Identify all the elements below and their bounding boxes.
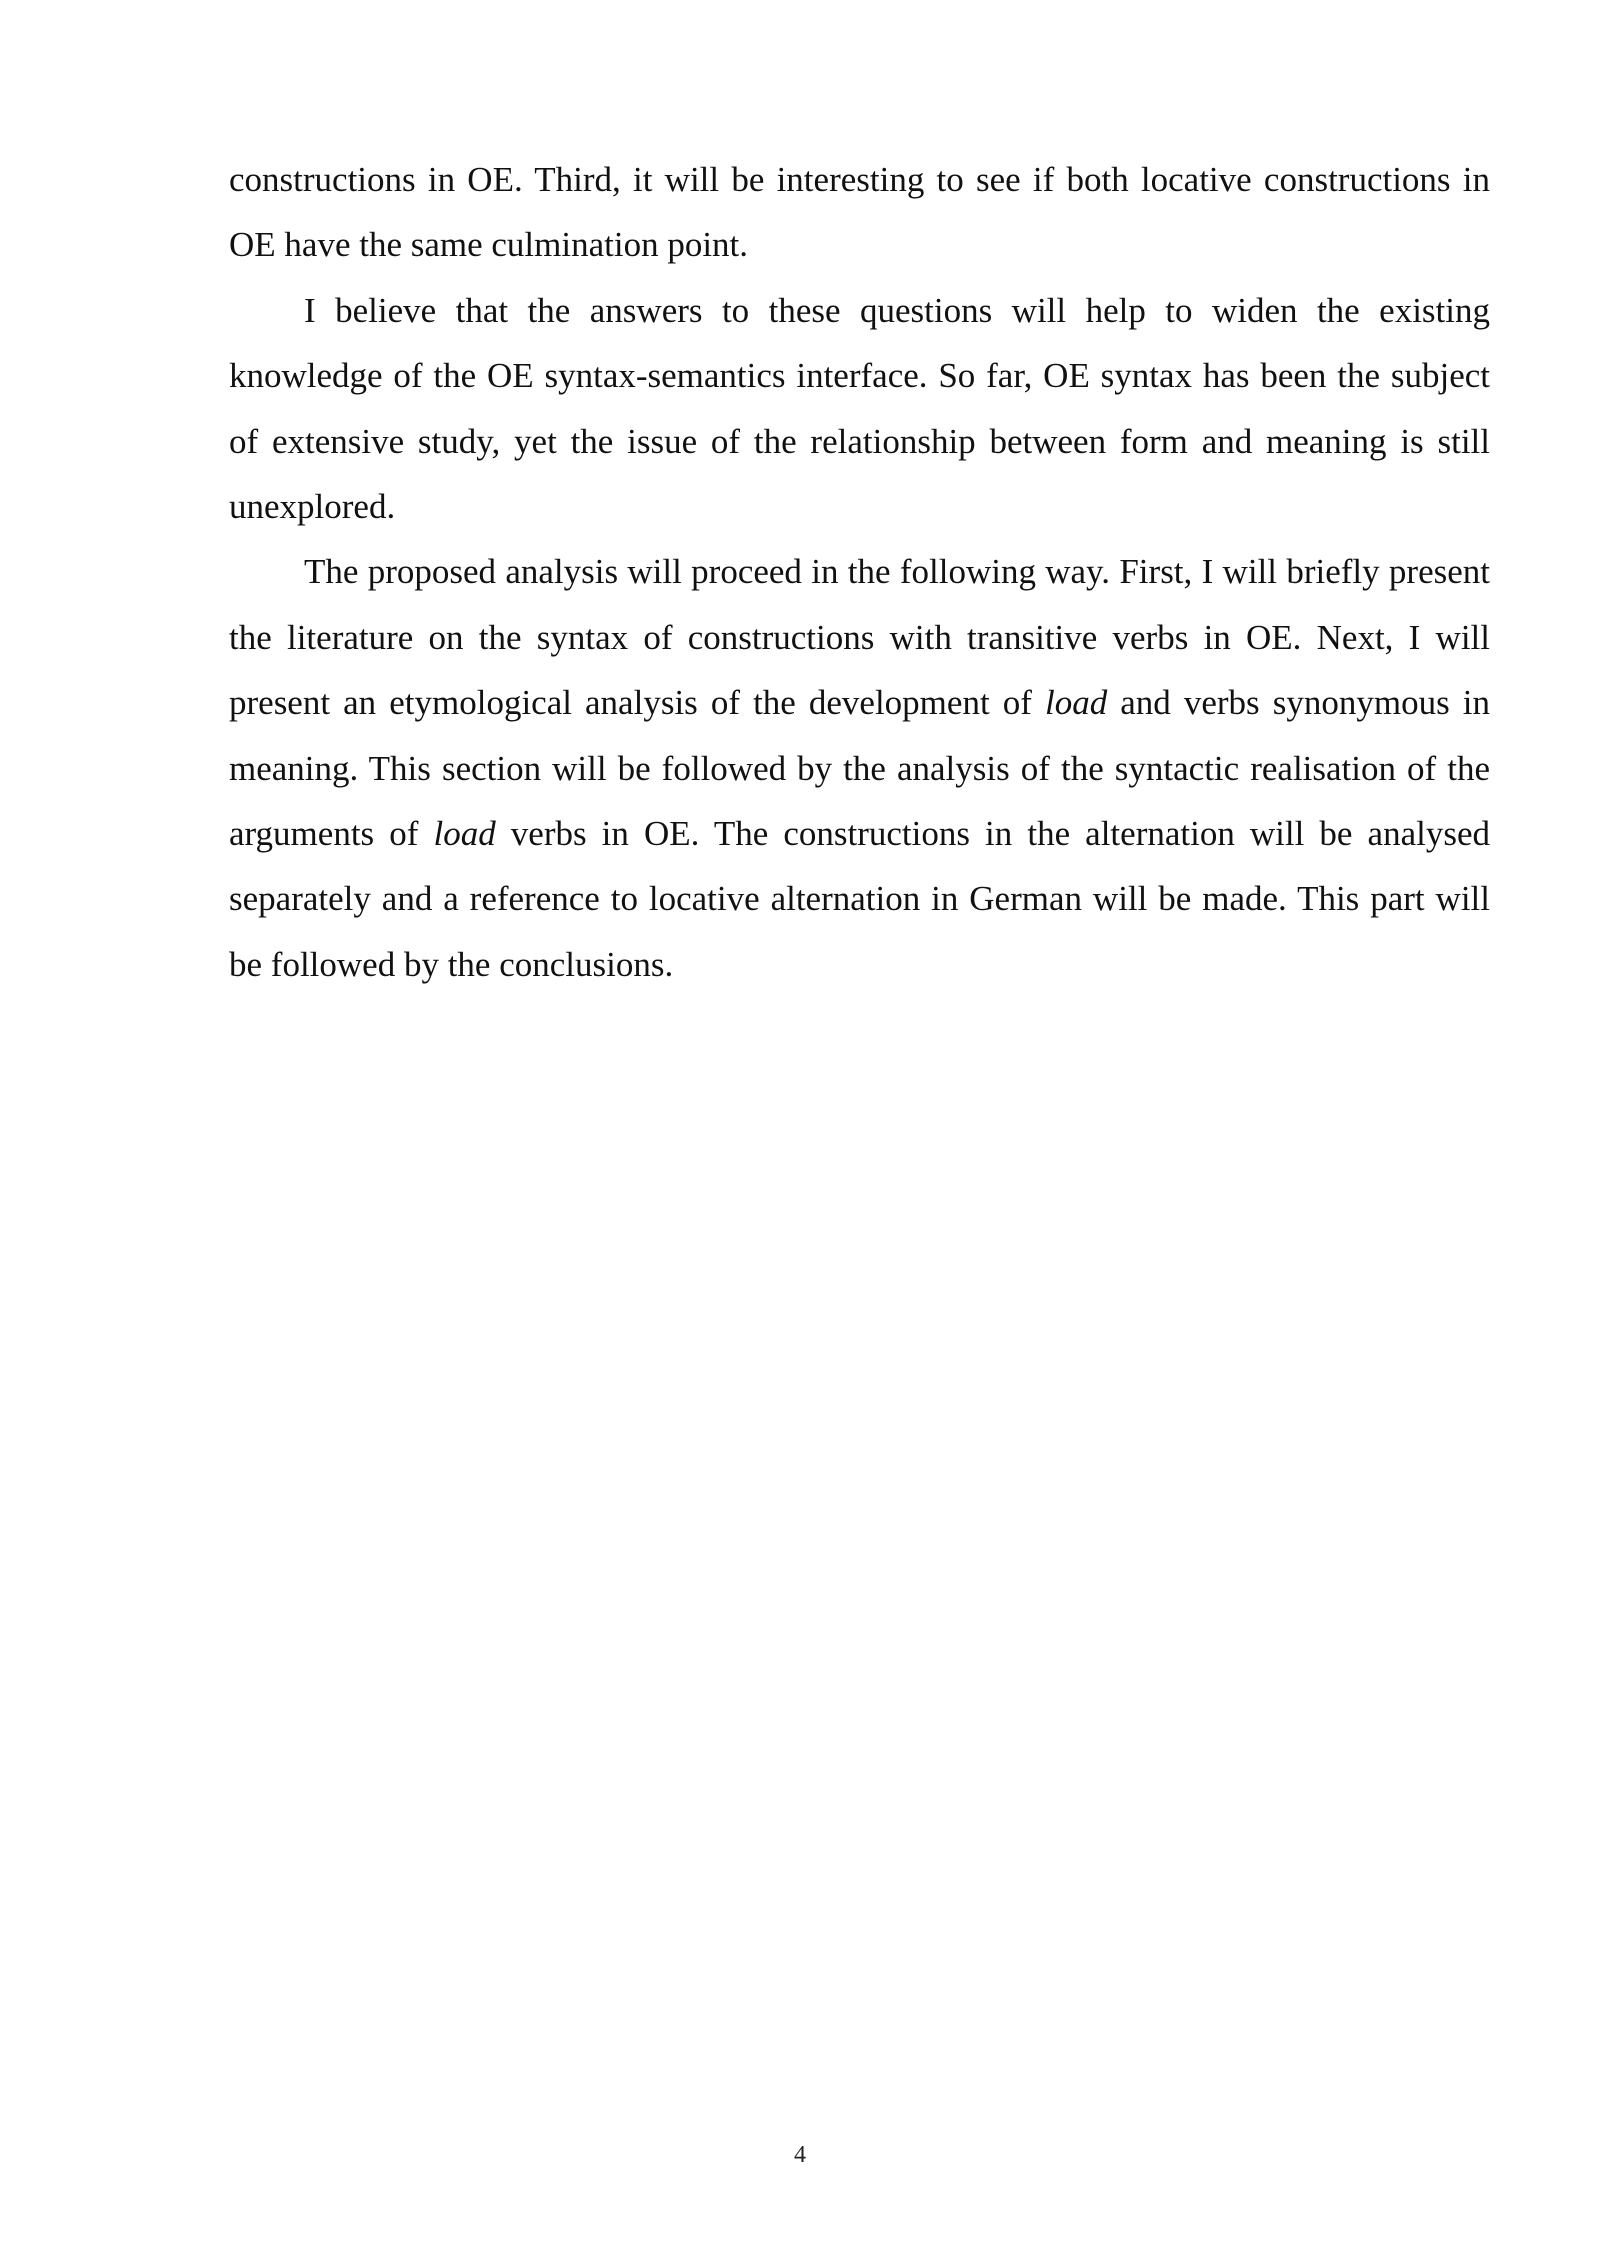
paragraph-2-text: I believe that the answers to these questions will help to widen the existing knowledge of the OE syntax-semantics interface. So far, OE syntax has been the subject of extensive study, yet the issue of the relationship between form and meaning is still unexplored. bbox=[229, 290, 1490, 527]
page-number: 4 bbox=[794, 2142, 806, 2168]
paragraph-3-text-part-1: The proposed analysis will proceed in the following way. First, I will briefly present the literature on the syntax of constructions with transitive verbs in OE. Next, I will present an etymological analysis of the development of bbox=[229, 552, 1490, 723]
paragraph-3-text-part-2: and verbs synonymous in meaning. This section will be followed by the analysis of the syntactic realisation of the arguments of bbox=[229, 683, 1490, 854]
paragraph-1 bbox=[229, 147, 1490, 278]
paragraph-1-text: constructions in OE. Third, it will be interesting to see if both locative constructions in OE have the same culmination point. bbox=[229, 160, 1490, 265]
paragraph-3 bbox=[229, 539, 1490, 997]
italic-term-load: load bbox=[1044, 683, 1108, 723]
italic-term-load: load bbox=[433, 814, 496, 854]
body-text bbox=[229, 147, 1490, 997]
paragraph-3-text-part-3: verbs in OE. The constructions in the alternation will be analysed separately and a reference to locative alternation in German will be made. This part will be followed by the conclusions. bbox=[229, 814, 1490, 984]
paragraph-2 bbox=[229, 278, 1490, 540]
